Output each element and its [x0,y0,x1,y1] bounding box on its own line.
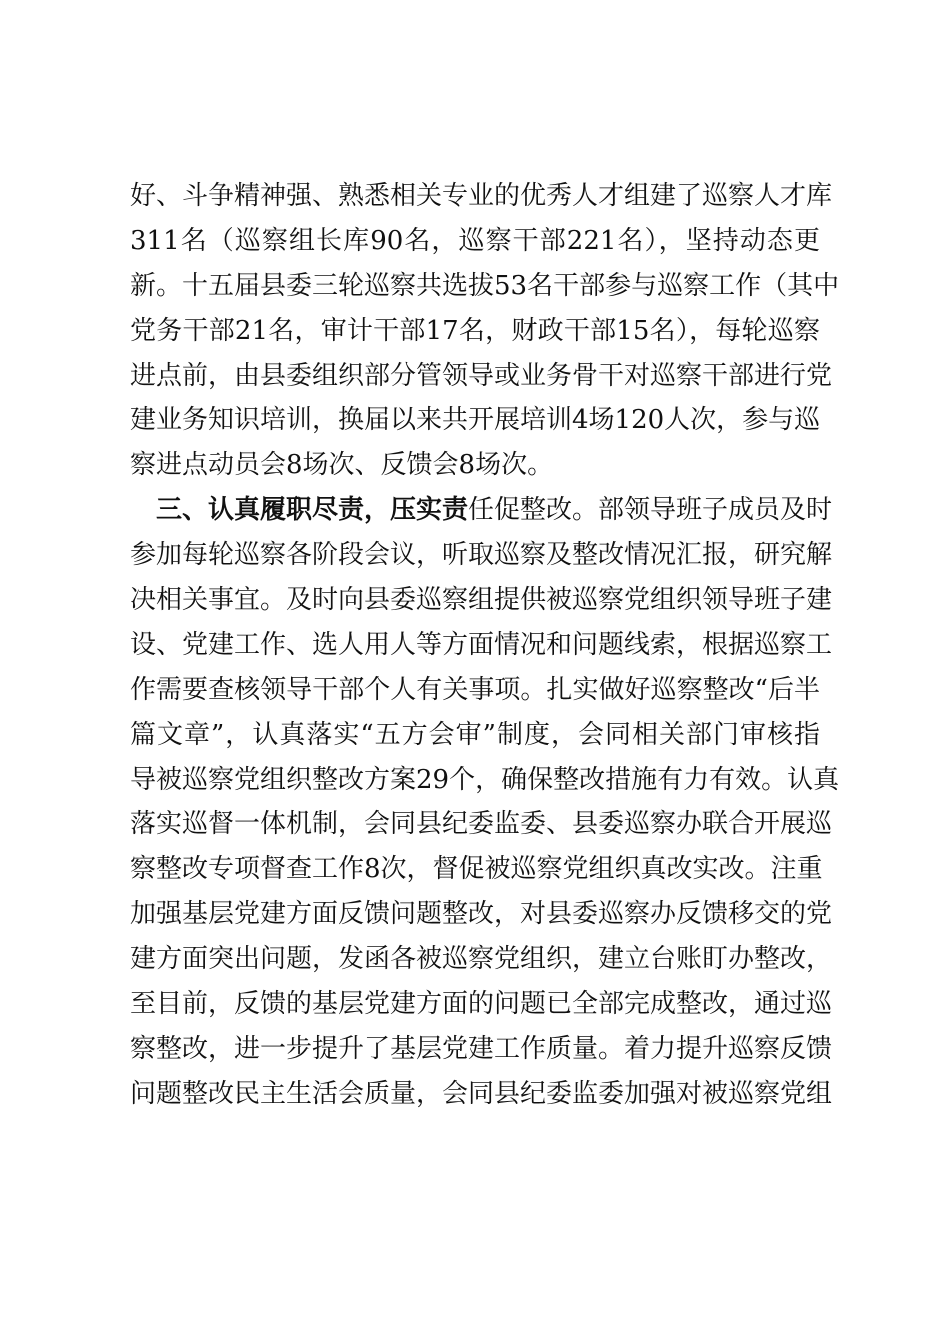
document-page [130,176,840,1119]
text-line: 篇文章”，认真落实“五方会审”制度，会同相关部门审核指 [130,719,820,750]
text-line: 察整改专项督查工作8次，督促被巡察党组织真改实改。注重 [130,854,823,885]
section-heading: 三、认真履职尽责，压实责 [156,495,469,526]
paragraph-section-three [130,490,840,1118]
text-line: 进点前，由县委组织部分管领导或业务骨干对巡察干部进行党 [130,360,833,391]
text-line: 作需要查核领导干部个人有关事项。扎实做好巡察整改“后半 [130,674,820,705]
text-line: 311名（巡察组长库90名，巡察干部221名），坚持动态更 [130,225,820,256]
text-line: 察整改，进一步提升了基层党建工作质量。着力提升巡察反馈 [130,1033,833,1064]
text-line: 至目前，反馈的基层党建方面的问题已全部完成整改，通过巡 [130,989,833,1020]
text-span: 任促整改。部领导班子成员及时 [468,495,833,526]
section-heading-line [130,490,833,535]
text-line: 建业务知识培训，换届以来共开展培训4场120人次，参与巡 [130,405,821,436]
text-line: 设、党建工作、选人用人等方面情况和问题线索，根据巡察工 [130,629,833,660]
text-line: 好、斗争精神强、熟悉相关专业的优秀人才组建了巡察人才库 [130,181,833,211]
text-line: 落实巡督一体机制，会同县纪委监委、县委巡察办联合开展巡 [130,809,833,840]
text-line: 加强基层党建方面反馈问题整改，对县委巡察办反馈移交的党 [130,899,833,930]
text-line: 问题整改民主生活会质量，会同县纪委监委加强对被巡察党组 [130,1078,833,1109]
text-line: 建方面突出问题，发函各被巡察党组织，建立台账盯办整改， [130,944,833,975]
text-line: 党务干部21名，审计干部17名，财政干部15名），每轮巡察 [130,315,820,346]
text-line: 导被巡察党组织整改方案29个，确保整改措施有力有效。认真 [130,764,840,795]
text-line: 决相关事宜。及时向县委巡察组提供被巡察党组织领导班子建 [130,585,833,616]
text-line: 参加每轮巡察各阶段会议，听取巡察及整改情况汇报，研究解 [130,540,833,571]
text-line: 新。十五届县委三轮巡察共选拔53名干部参与巡察工作（其中 [130,270,840,301]
text-line: 察进点动员会8场次、反馈会8场次。 [130,450,554,481]
paragraph-talent-pool [130,176,840,490]
